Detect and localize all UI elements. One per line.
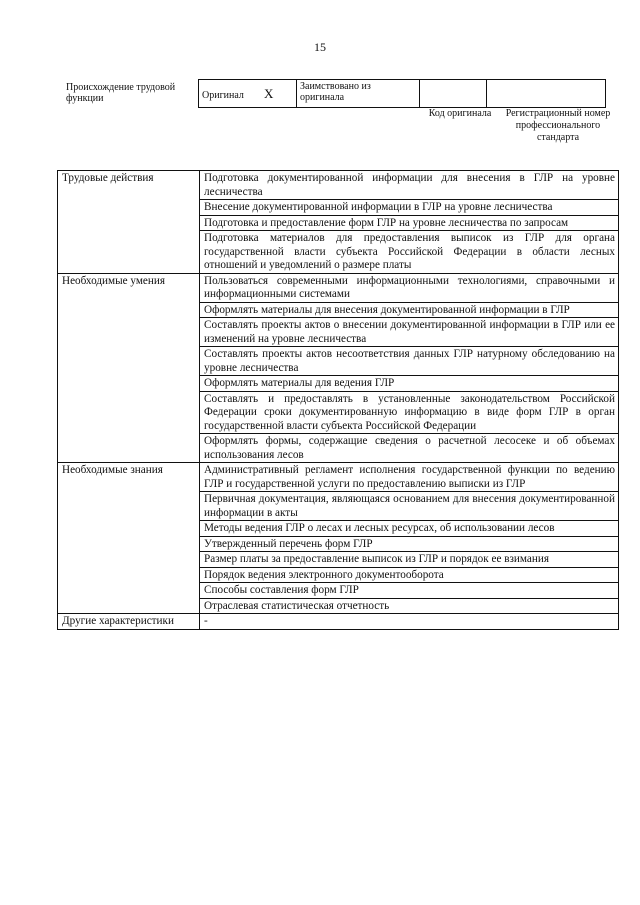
list-item: Оформлять материалы для внесения документированной информации в ГЛР (200, 302, 619, 318)
list-item: Подготовка документированной информации для внесения в ГЛР на уровне лесничества (200, 171, 619, 200)
list-item: Способы составления форм ГЛР (200, 583, 619, 599)
section-title: Трудовые действия (58, 171, 200, 274)
list-item: Подготовка материалов для предоставления выписок из ГЛР для органа государственной власти субъекта Российской Федерации в области лесных отношений и уведомлений о размере платы (200, 231, 619, 274)
list-item: Отраслевая статистическая отчетность (200, 598, 619, 614)
list-item: Составлять проекты актов несоответствия данных ГЛР натурному обследованию на уровне лесничества (200, 347, 619, 376)
list-item: - (200, 614, 619, 630)
table-row (58, 171, 619, 200)
page-number: 15 (314, 40, 326, 54)
list-item: Внесение документированной информации в ГЛР на уровне лесничества (200, 200, 619, 216)
original-label: Оригинал (202, 89, 244, 101)
section-title: Другие характеристики (58, 614, 200, 630)
list-item: Оформлять материалы для ведения ГЛР (200, 376, 619, 392)
table-row (58, 463, 619, 492)
list-item: Составлять и предоставлять в установленные законодательством Российской Федерации сроки документированную информацию в виде форм ГЛР в орган государственной власти субъекта Российской Федерации (200, 391, 619, 434)
function-table (57, 170, 619, 630)
original-mark: X (264, 85, 274, 101)
list-item: Составлять проекты актов о внесении документированной информации в ГЛР или ее изменений на уровне лесничества (200, 318, 619, 347)
origin-table (198, 79, 606, 108)
table-row (58, 614, 619, 630)
list-item: Размер платы за предоставление выписок из ГЛР и порядок ее взимания (200, 552, 619, 568)
original-code-cell (420, 80, 487, 108)
list-item: Подготовка и предоставление форм ГЛР на уровне лесничества по запросам (200, 215, 619, 231)
registration-caption: Регистрационный номер профессионального стандарта (505, 108, 611, 143)
list-item: Пользоваться современными информационными технологиями, справочными и информационными системами (200, 273, 619, 302)
list-item: Методы ведения ГЛР о лесах и лесных ресурсах, об использовании лесов (200, 521, 619, 537)
code-caption: Код оригинала (428, 108, 492, 119)
section-title: Необходимые знания (58, 463, 200, 614)
list-item: Утвержденный перечень форм ГЛР (200, 536, 619, 552)
origin-label: Происхождение трудовой функции (66, 82, 176, 104)
registration-number-cell (487, 80, 606, 108)
list-item: Административный регламент исполнения государственной функции по ведению ГЛР и государственной услуги по предоставлению выписки из ГЛР (200, 463, 619, 492)
original-cell (199, 80, 297, 108)
table-row (58, 273, 619, 302)
list-item: Порядок ведения электронного документооборота (200, 567, 619, 583)
list-item: Оформлять формы, содержащие сведения о расчетной лесосеке и об объемах использования лесов (200, 434, 619, 463)
section-title: Необходимые умения (58, 273, 200, 463)
borrowed-cell: Заимствовано из оригинала (297, 80, 420, 108)
list-item: Первичная документация, являющаяся основанием для внесения документированной информации в акты (200, 492, 619, 521)
